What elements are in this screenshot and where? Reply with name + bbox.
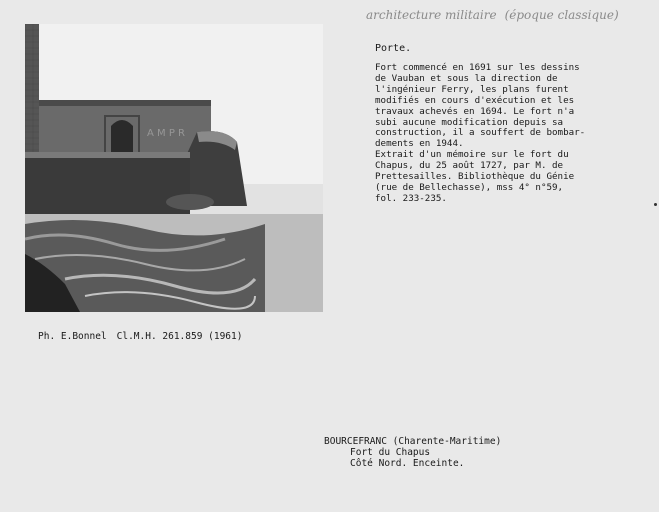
description-line: Chapus, du 25 août 1727, par M. de — [375, 160, 564, 172]
location-caption — [324, 436, 501, 469]
svg-text:A M P R: A M P R — [147, 128, 185, 139]
description-line: dements en 1944. — [375, 138, 464, 150]
punch-mark — [654, 203, 657, 206]
record-description — [375, 63, 655, 205]
photographer-name: Ph. E.Bonnel — [38, 331, 107, 342]
description-line: construction, il a souffert de bombar- — [375, 127, 586, 139]
description-line: travaux achevés en 1694. Le fort n'a — [375, 105, 575, 117]
fort-wall-photo-illustration — [25, 24, 323, 312]
photo-credit — [38, 331, 252, 342]
description-line: l'ingénieur Ferry, les plans furent — [375, 83, 569, 95]
description-line: Fort commencé en 1691 sur les dessins — [375, 62, 580, 73]
caption-monument: Fort du Chapus — [350, 447, 431, 458]
description-line: de Vauban et sous la direction de — [375, 72, 558, 84]
description-line: (rue de Bellechasse), mss 4° n°59, — [375, 181, 564, 193]
caption-commune: BOURCEFRANC (Charente-Maritime) — [324, 436, 502, 447]
archive-photograph — [25, 24, 323, 312]
handwritten-period: (époque classique) — [504, 8, 619, 22]
description-line: fol. 233-235. — [375, 192, 447, 204]
handwritten-annotation — [366, 8, 656, 22]
handwritten-category: architecture militaire — [366, 8, 497, 22]
caption-view: Côté Nord. Enceinte. — [350, 458, 465, 469]
description-line: modifiés en cours d'exécution et les — [375, 94, 575, 106]
archive-reference: Cl.M.H. 261.859 (1961) — [116, 331, 243, 342]
description-line: Prettesailles. Bibliothèque du Génie — [375, 171, 575, 183]
description-line: Extrait d'un mémoire sur le fort du — [375, 149, 569, 161]
record-title: Porte. — [375, 43, 412, 54]
description-line: subi aucune modification depuis sa — [375, 116, 564, 128]
